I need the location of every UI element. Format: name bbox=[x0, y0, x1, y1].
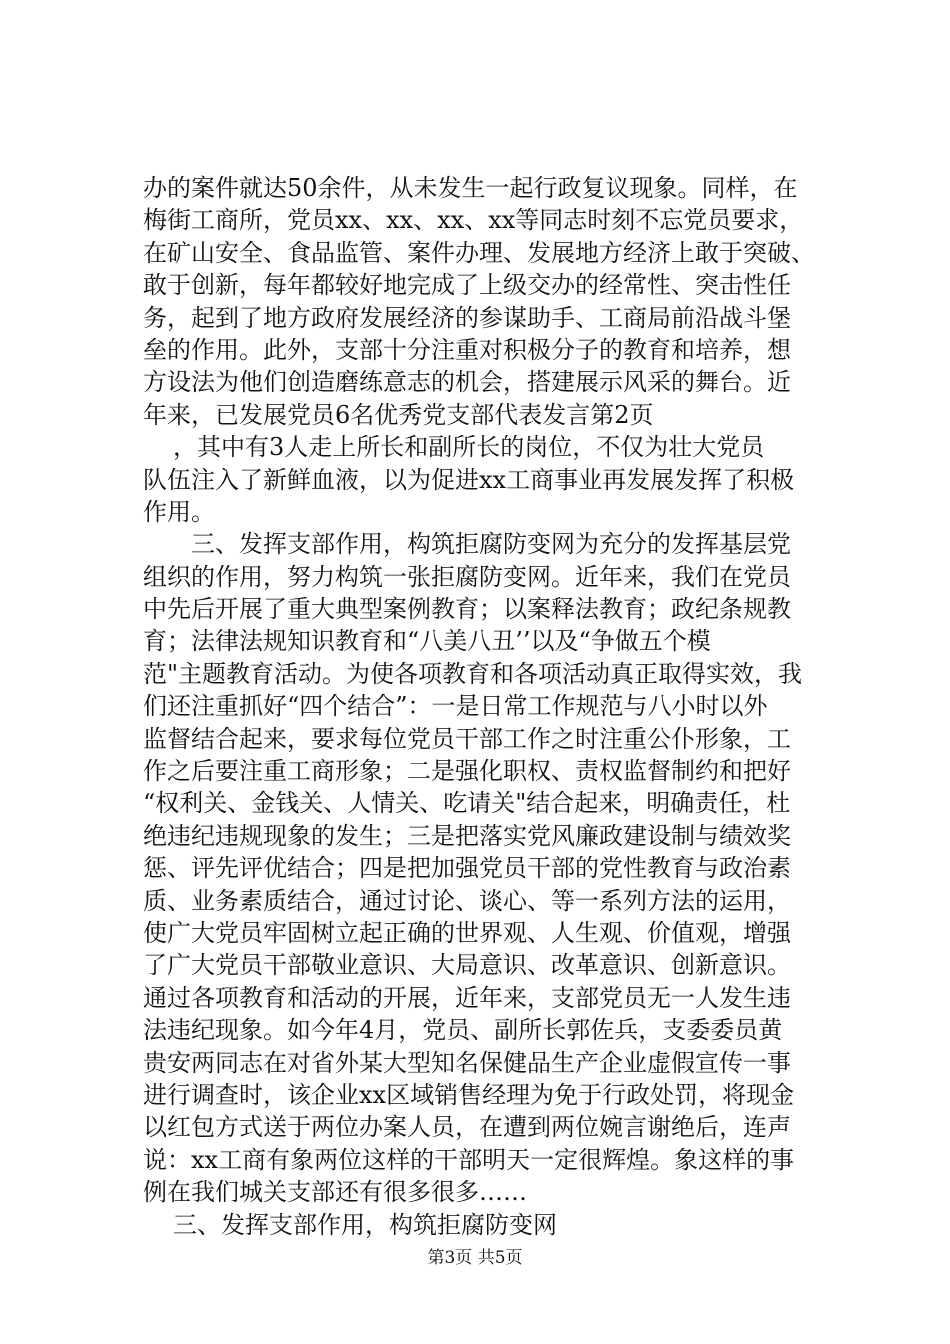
body-line: 作用。 bbox=[143, 497, 215, 526]
body-line: 方设法为他们创造磨练意志的机会，搭建展示风采的舞台。近 bbox=[143, 368, 791, 397]
body-line: 办的案件就达50余件，从未发生一起行政复议现象。同样，在 bbox=[143, 174, 798, 202]
body-line: 绝违纪违规现象的发生；三是把落实党风廉政建设制与绩效奖 bbox=[143, 821, 791, 850]
body-line: 了广大党员干部敬业意识、大局意识、改革意识、创新意识。 bbox=[143, 951, 791, 980]
body-line: 队伍注入了新鲜血液，以为促进xx工商事业再发展发挥了积极 bbox=[143, 465, 795, 494]
body-line: 敢于创新，每年都较好地完成了上级交办的经常性、突击性任 bbox=[143, 271, 791, 300]
body-line: 贵安两同志在对省外某大型知名保健品生产企业虚假宣传一事 bbox=[143, 1048, 791, 1077]
body-line: 通过各项教育和活动的开展，近年来，支部党员无一人发生违 bbox=[143, 983, 791, 1012]
body-line: 以红包方式送于两位办案人员，在遭到两位婉言谢绝后，连声 bbox=[143, 1113, 791, 1142]
body-line: 作之后要注重工商形象；二是强化职权、责权监督制约和把好 bbox=[143, 757, 791, 786]
body-line: 育；法律法规知识教育和“八美八丑’’以及“争做五个模 bbox=[143, 627, 711, 656]
body-line: 在矿山安全、食品监管、案件办理、发展地方经济上敢于突破、 bbox=[143, 238, 815, 267]
body-line: 年来，已发展党员6名优秀党支部代表发言第2页 bbox=[143, 400, 654, 429]
body-line: 垒的作用。此外，支部十分注重对积极分子的教育和培养，想 bbox=[143, 335, 791, 364]
body-line: 监督结合起来，要求每位党员干部工作之时注重公仆形象，工 bbox=[143, 724, 791, 753]
document-body bbox=[143, 172, 838, 1241]
body-line: 中先后开展了重大典型案例教育；以案释法教育；政纪条规教 bbox=[143, 595, 791, 624]
section-heading-line: 三、发挥支部作用，构筑拒腐防变网为充分的发挥基层党 bbox=[191, 530, 791, 559]
section-heading-line: 三、发挥支部作用，构筑拒腐防变网 bbox=[173, 1210, 557, 1239]
body-line: 范"主题教育活动。为使各项教育和各项活动真正取得实效，我 bbox=[143, 659, 803, 688]
body-line: 质、业务素质结合，通过讨论、谈心、等一系列方法的运用， bbox=[143, 886, 791, 915]
page-number-footer: 第3页 共5页 bbox=[427, 1248, 523, 1268]
body-line: 惩、评先评优结合；四是把加强党员干部的党性教育与政治素 bbox=[143, 854, 791, 883]
body-line: 梅街工商所，党员xx、xx、xx、xx等同志时刻不忘党员要求， bbox=[143, 206, 804, 235]
body-line: 使广大党员牢固树立起正确的世界观、人生观、价值观，增强 bbox=[143, 918, 791, 947]
body-line: ，其中有3人走上所长和副所长的岗位，不仅为壮大党员 bbox=[173, 433, 765, 462]
body-line: “权利关、金钱关、人情关、吃请关"结合起来，明确责任，杜 bbox=[143, 789, 791, 818]
body-line: 组织的作用，努力构筑一张拒腐防变网。近年来，我们在党员 bbox=[143, 562, 791, 591]
body-line: 们还注重抓好“四个结合”：一是日常工作规范与八小时以外 bbox=[143, 692, 768, 721]
body-line: 法违纪现象。如今年4月，党员、副所长郭佐兵，支委委员黄 bbox=[143, 1016, 783, 1045]
body-line: 例在我们城关支部还有很多很多…… bbox=[143, 1178, 527, 1207]
body-line: 进行调查时，该企业xx区域销售经理为免于行政处罚，将现金 bbox=[143, 1080, 795, 1109]
body-line: 说：xx工商有象两位这样的干部明天一定很辉煌。象这样的事 bbox=[143, 1145, 795, 1174]
body-line: 务，起到了地方政府发展经济的参谋助手、工商局前沿战斗堡 bbox=[143, 303, 791, 332]
